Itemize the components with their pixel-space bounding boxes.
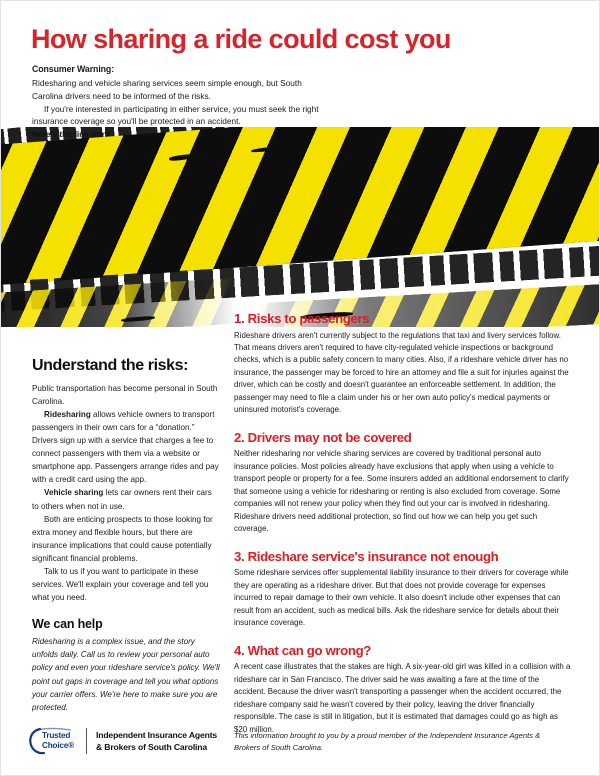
- left-paragraph-1: Public transportation has become personal in South Carolina.: [32, 383, 218, 406]
- understand-risks-heading: Understand the risks:: [32, 357, 189, 374]
- we-can-help-heading: We can help: [32, 617, 103, 632]
- trusted-choice-logo: [29, 728, 81, 754]
- section-heading-4: 4. What can go wrong?: [234, 642, 371, 658]
- left-paragraph-2: [32, 408, 220, 487]
- left-paragraph-5: Talk to us if you want to participate in these services. We'll explain your coverage and tell you what you need.: [32, 567, 209, 603]
- footer-note: This information brought to you by a proud member of the Independent Insurance Agents & Brokers of South Carolina.: [234, 731, 541, 752]
- consumer-warning-paragraph-2: [32, 103, 322, 128]
- left-paragraph-3: [32, 486, 220, 512]
- section-heading-3: 3. Rideshare service's insurance not enough: [234, 548, 499, 564]
- vehicle-sharing-term: Vehicle sharing: [44, 488, 104, 498]
- consumer-warning-paragraph-1: Ridesharing and vehicle sharing services seem simple enough, but South Carolina drivers need to be informed of the risks.: [32, 78, 302, 101]
- we-can-help-text: Ridesharing is a complex issue, and the story unfolds daily. Call us to review your personal auto policy and even your rideshare service's policy. We'll point out gaps in coverage and tell you what options your carrier offers. We're here to make sure you are protected.: [32, 637, 220, 712]
- ridesharing-term: Ridesharing: [44, 409, 91, 419]
- left-paragraph-4: Both are enticing prospects to those looking for extra money and flexible hours, but there are insurance implications that could cause potentially significant financial problems.: [32, 514, 213, 564]
- trusted-choice-line-2: Choice®: [42, 740, 74, 750]
- section-heading-2: 2. Drivers may not be covered: [234, 429, 412, 445]
- left-paragraph-2-text: allows vehicle owners to transport passengers in their own cars for a “donation.” Drivers sign up with a service that charges a fee to connect passengers with them via a website or smartphone app. Passengers arrange rides and pay with a credit card using the app.: [32, 409, 219, 485]
- hazard-tape-graphic: [1, 127, 600, 327]
- footer-logo-divider: [86, 728, 87, 754]
- left-paragraph-3-text: lets car owners rent their cars to others when not in use.: [32, 488, 212, 511]
- organization-name-line-1: Independent Insurance Agents: [96, 729, 218, 740]
- page-title: How sharing a ride could cost you: [31, 24, 451, 54]
- consumer-warning-label: Consumer Warning:: [32, 64, 115, 74]
- section-body-2: Neither ridesharing nor vehicle sharing services are covered by traditional personal auto insurance policies. Most policies already have exclusions that apply when using a vehicle to transport people or property for a fee. Some insurers added an additional endorsement to clarify that someone using a vehicle for ridesharing or renting is also excluded from coverage. Some companies will not renew your policy when they find out your car is involved in ridesharing. Rideshare drivers need additional protection, so find out how we can help you get such coverage.: [234, 449, 569, 534]
- section-body-1: Rideshare drivers aren't currently subject to the regulations that taxi and livery services follow. That means drivers aren't required to have city-regulated vehicle inspections or background checks, which is a public safety concern to many cities. Also, if a rideshare vehicle driver has no insurance, the passenger may be forced to hire an attorney and file a suit for injuries against the driver, which can be costly and doesn't guarantee an enforceable settlement. In addition, the passenger may need to file a claim under his or her own auto policy's medical payments or uninsured motorist's coverage.: [234, 330, 569, 415]
- we-can-help-block: [32, 618, 220, 713]
- trusted-choice-line-1: Trusted: [42, 731, 71, 740]
- organization-name-line-2: & Brokers of South Carolina: [96, 742, 208, 752]
- section-heading-1: 1. Risks to passengers: [234, 311, 370, 326]
- organization-name: [96, 729, 217, 753]
- right-column: [234, 312, 572, 750]
- section-body-3: Some rideshare services offer supplemental liability insurance to their drivers for coverage while they are operating as a rideshare driver. But that does not provide coverage for expenses incurred to repair damage to their own vehicle. It also doesn't include other expenses that can result from an accident, such as medical bills. Ask the rideshare service for details about their insurance coverage.: [234, 568, 569, 628]
- consumer-warning-paragraph-2-text: If you're interested in participating in either service, you must seek the right insurance coverage so you'll be protected in an accident.: [32, 103, 319, 127]
- section-body-4: A recent case illustrates that the stakes are high. A six-year-old girl was killed in a collision with a rideshare car in San Francisco. The driver said he was awaiting a fare at the time of the accident. Because the driver wasn't transporting a passenger when the accident occurred, the rideshare company said he wasn't covered by their policy, leaving the driver financially responsible. The case is still in litigation, but it is estimated that damages could go as high as $20 million.: [234, 662, 571, 734]
- trusted-choice-wordmark: [35, 728, 81, 750]
- left-column: [32, 357, 220, 714]
- footer-logo: [29, 728, 217, 754]
